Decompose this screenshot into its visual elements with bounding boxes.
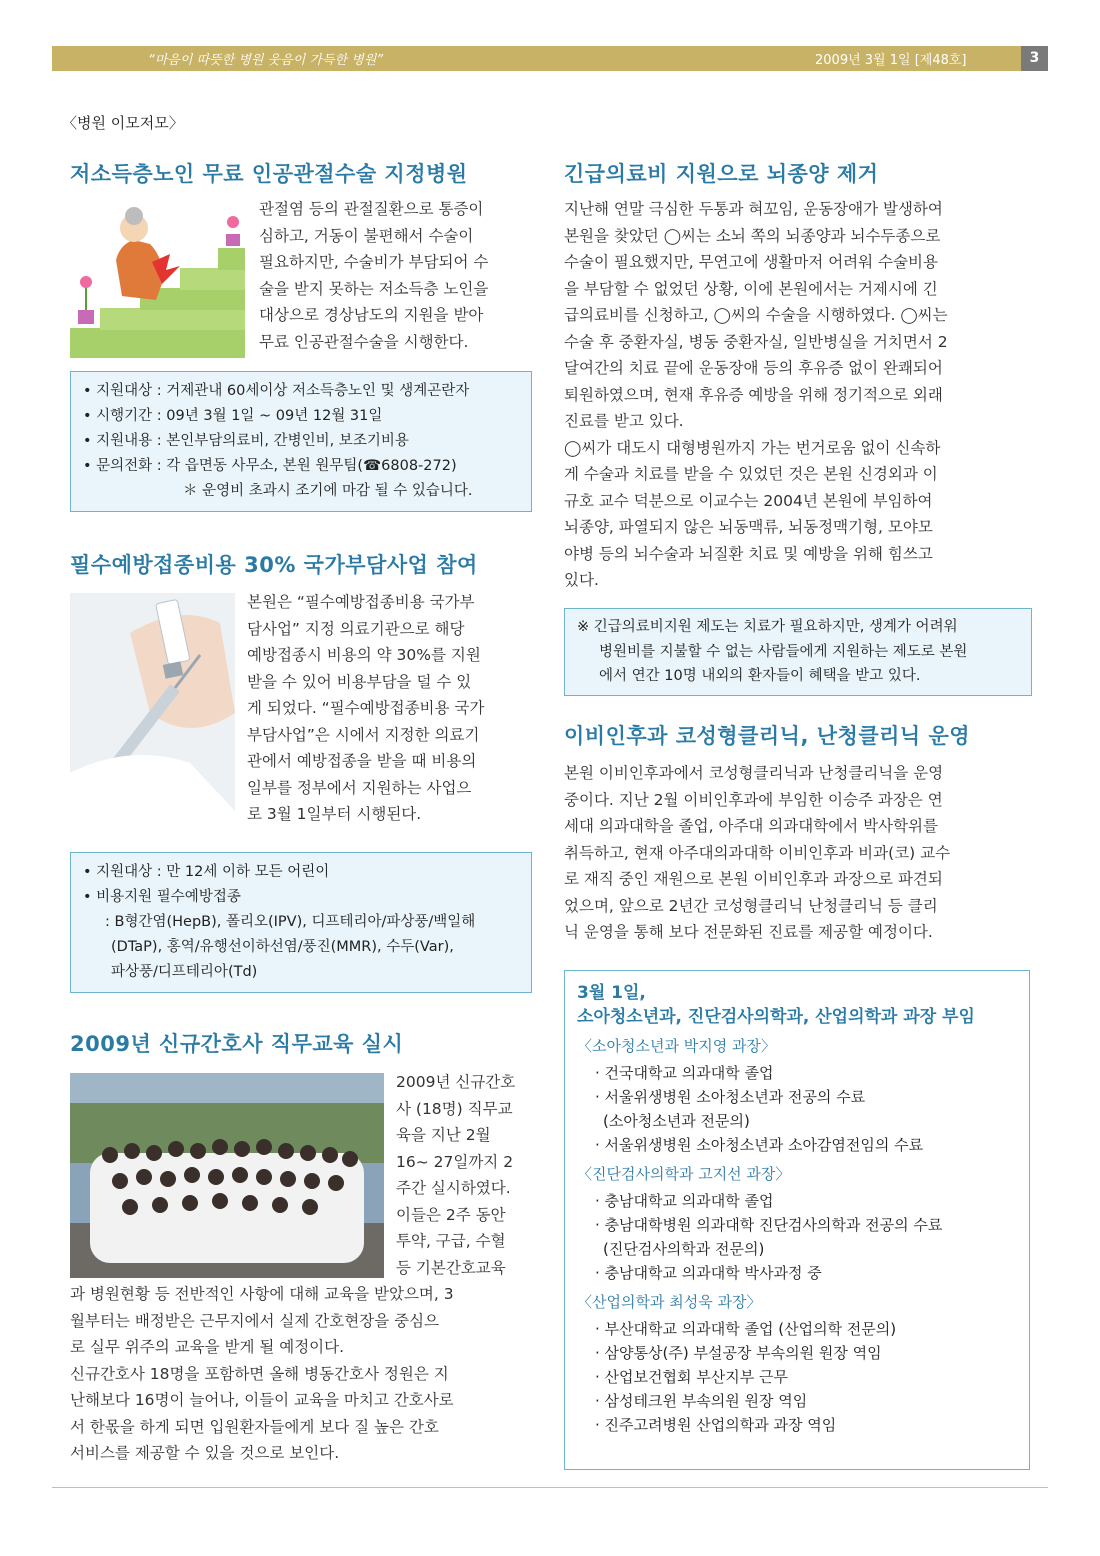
info-line: • 지원대상 : 거제관내 60세이상 저소득층노인 및 생계곤란자 — [83, 383, 470, 399]
article2-line: 본원은 “필수예방접종비용 국가부 — [247, 593, 475, 611]
article4-line: ◯씨가 대도시 대형병원까지 가는 번거로움 없이 신속하 — [564, 438, 941, 457]
article-title-emergency-fund: 긴급의료비 지원으로 뇌종양 제거 — [564, 162, 879, 186]
list-item: · 건국대학교 의과대학 졸업 — [595, 1064, 774, 1082]
article-title-nurse-training: 2009년 신규간호사 직무교육 실시 — [70, 1032, 404, 1056]
article3-side-body — [396, 1069, 536, 1281]
article4-line: 급의료비를 신청하고, ◯씨의 수술을 시행하였다. ◯씨는 — [564, 306, 948, 324]
header-slogan: “마음이 따뜻한 병원 웃음이 가득한 병원” — [148, 53, 384, 68]
article4-line: 달여간의 치료 끝에 운동장애 등의 후유증 없이 완쾌되어 — [564, 359, 943, 377]
article4-line: 을 부담할 수 없었던 상황, 이에 본원에서는 거제시에 긴 — [564, 279, 938, 298]
article4-line: 뇌종양, 파열되지 않은 뇌동맥류, 뇌동정맥기형, 모야모 — [564, 518, 933, 536]
list-item: · 삼양통상(주) 부설공장 부속의원 원장 역임 — [595, 1344, 882, 1362]
article4-line: 야병 등의 뇌수술과 뇌질환 치료 및 예방을 위해 힘쓰고 — [564, 544, 933, 563]
article5-body — [564, 760, 1030, 946]
info-line: • 지원대상 : 만 12세 이하 모든 어린이 — [83, 864, 330, 880]
article3-line: 서비스를 제공할 수 있을 것으로 보인다. — [70, 1444, 340, 1462]
article2-line: 게 되었다. “필수예방접종비용 국가 — [247, 699, 485, 717]
article3-side-line: 주간 실시하였다. — [396, 1179, 511, 1197]
info-line: • 지원내용 : 본인부담의료비, 간병인비, 보조기비용 — [83, 433, 409, 449]
article2-line: 관에서 예방접종을 받을 때 비용의 — [247, 752, 477, 770]
info-note: ＊ 운영비 초과시 조기에 마감 될 수 있습니다. — [183, 483, 473, 499]
article3-side-line: 육을 지난 2월 — [396, 1126, 491, 1144]
list-item: · 충남대학교 의과대학 박사과정 중 — [595, 1264, 822, 1282]
group-list-pediatrics — [577, 1061, 1017, 1157]
article3-side-line: 2009년 신규간호 — [396, 1073, 516, 1091]
article5-line: 로 재직 중인 재원으로 본원 이비인후과 과장으로 파견되 — [564, 870, 943, 888]
article2-line: 받을 수 있어 비용부담을 덜 수 있 — [247, 672, 472, 691]
info-line: • 시행기간 : 09년 3월 1일 ~ 09년 12월 31일 — [83, 408, 383, 424]
info-line: : B형간염(HepB), 폴리오(IPV), 디프테리아/파상풍/백일해 — [105, 914, 476, 930]
article4-note-box — [564, 608, 1032, 696]
article2-line: 일부를 정부에서 지원하는 사업으 — [247, 778, 472, 797]
article-title-ent-clinic: 이비인후과 코성형클리닉, 난청클리닉 운영 — [564, 724, 971, 748]
article4-line: 있다. — [564, 571, 599, 589]
page-number: 3 — [1021, 46, 1048, 71]
article1-infobox — [70, 371, 532, 512]
article3-body — [70, 1281, 536, 1467]
article2-body — [247, 589, 535, 828]
list-item: · 부산대학교 의과대학 졸업 (산업의학 전문의) — [595, 1320, 897, 1338]
article4-line: 본원을 찾았던 ◯씨는 소뇌 쪽의 뇌종양과 뇌수두종으로 — [564, 226, 941, 245]
article-title-vaccination: 필수예방접종비용 30% 국가부담사업 참여 — [70, 553, 478, 577]
list-item: · 진주고려병원 산업의학과 과장 역임 — [595, 1416, 837, 1434]
article5-line: 었으며, 앞으로 2년간 코성형클리닉 난청클리닉 등 클리 — [564, 896, 938, 915]
photo-vaccine-syringe — [70, 593, 235, 811]
article2-infobox — [70, 852, 532, 993]
info-line: • 비용지원 필수예방접종 — [83, 889, 241, 905]
group-head-lab-medicine: 〈진단검사의학과 고지선 과장〉 — [577, 1165, 791, 1183]
article1-line: 필요하지만, 수술비가 부담되어 수 — [259, 253, 489, 271]
group-list-occupational-medicine — [577, 1317, 1017, 1437]
article3-side-line: 사 (18명) 직무교 — [396, 1099, 513, 1118]
article2-line: 담사업” 지정 의료기관으로 해당 — [247, 619, 465, 638]
article4-line: 수술 후 중환자실, 병동 중환자실, 일반병실을 거치면서 2 — [564, 332, 948, 351]
section-label: 〈병원 이모저모〉 — [62, 114, 184, 132]
group-head-occupational-medicine: 〈산업의학과 최성욱 과장〉 — [577, 1293, 762, 1311]
article1-line: 대상으로 경상남도의 지원을 받아 — [259, 306, 484, 324]
article3-line: 난해보다 16명이 늘어나, 이들이 교육을 마치고 간호사로 — [70, 1391, 454, 1409]
article4-line: 진료를 받고 있다. — [564, 412, 684, 430]
article5-line: 중이다. 지난 2월 이비인후과에 부임한 이승주 과장은 연 — [564, 790, 943, 809]
list-item: · 충남대학교 의과대학 졸업 — [595, 1192, 774, 1210]
article3-side-line: 투약, 구급, 수혈 — [396, 1232, 506, 1250]
article-title-joint-surgery: 저소득층노인 무료 인공관절수술 지정병원 — [70, 162, 468, 186]
article3-line: 신규간호사 18명을 포함하면 올해 병동간호사 정원은 지 — [70, 1364, 449, 1383]
article1-line: 심하고, 거동이 불편해서 수술이 — [259, 226, 474, 245]
article2-line: 로 3월 1일부터 시행된다. — [247, 805, 422, 823]
article3-side-line: 이들은 2주 동안 — [396, 1205, 506, 1224]
article3-line: 월부터는 배정받은 근무지에서 실제 간호현장을 중심으 — [70, 1311, 440, 1330]
article3-line: 로 실무 위주의 교육을 받게 될 예정이다. — [70, 1338, 345, 1356]
note-line: ※ 긴급의료비지원 제도는 치료가 필요하지만, 생계가 어려워 — [577, 619, 958, 635]
info-line: • 문의전화 : 각 읍면동 사무소, 본원 원무팀(☎6808-272) — [83, 458, 457, 474]
issue-date: 2009년 3월 1일 [제48호] — [815, 53, 967, 68]
appointments-title-date: 3월 1일, — [577, 983, 646, 1003]
article5-line: 세대 의과대학을 졸업, 아주대 의과대학에서 박사학위를 — [564, 817, 938, 835]
article2-line: 부담사업”은 시에서 지정한 의료기 — [247, 725, 480, 744]
photo-new-nurses-group — [70, 1073, 384, 1278]
article1-line: 무료 인공관절수술을 시행한다. — [259, 332, 469, 351]
article3-side-line: 등 기본간호교육 — [396, 1258, 506, 1277]
article3-line: 과 병원현황 등 전반적인 사항에 대해 교육을 받았으며, 3 — [70, 1285, 454, 1303]
list-item: (진단검사의학과 전문의) — [603, 1240, 765, 1258]
article3-line: 서 한몫을 하게 되면 입원환자들에게 보다 질 높은 간호 — [70, 1417, 439, 1436]
article4-line: 게 수술과 치료를 받을 수 있었던 것은 본원 신경외과 이 — [564, 465, 938, 483]
group-head-pediatrics: 〈소아청소년과 박지영 과장〉 — [577, 1037, 776, 1055]
article4-line: 수술이 필요했지만, 무연고에 생활마저 어려워 수술비용 — [564, 253, 938, 271]
article1-line: 관절염 등의 관절질환으로 통증이 — [259, 200, 484, 218]
list-item: · 삼성테크윈 부속의원 원장 역임 — [595, 1392, 808, 1410]
article3-side-line: 16~ 27일까지 2 — [396, 1152, 514, 1171]
note-line: 에서 연간 10명 내외의 환자들이 혜택을 받고 있다. — [599, 668, 921, 684]
list-item: · 서울위생병원 소아청소년과 전공의 수료 — [595, 1088, 866, 1106]
footer-divider — [52, 1487, 1048, 1488]
list-item: · 산업보건협회 부산지부 근무 — [595, 1368, 788, 1386]
note-line: 병원비를 지불할 수 없는 사람들에게 지원하는 제도로 본원 — [599, 643, 968, 660]
group-list-lab-medicine — [577, 1189, 1017, 1285]
list-item: (소아청소년과 전문의) — [603, 1112, 750, 1130]
info-line: (DTaP), 홍역/유행선이하선염/풍진(MMR), 수두(Var), — [111, 939, 454, 955]
article5-line: 취득하고, 현재 아주대의과대학 이비인후과 비과(코) 교수 — [564, 843, 951, 862]
article2-line: 예방접종시 비용의 약 30%를 지원 — [247, 646, 481, 664]
appointments-box — [564, 970, 1030, 1470]
article4-line: 퇴원하였으며, 현재 후유증 예방을 위해 정기적으로 외래 — [564, 385, 943, 404]
article5-line: 본원 이비인후과에서 코성형클리닉과 난청클리닉을 운영 — [564, 764, 944, 782]
article5-line: 닉 운영을 통해 보다 전문화된 진료를 제공할 예정이다. — [564, 923, 933, 941]
list-item: · 서울위생병원 소아청소년과 소아감염전임의 수료 — [595, 1136, 924, 1154]
appointments-title: 소아청소년과, 진단검사의학과, 산업의학과 과장 부임 — [577, 1007, 975, 1027]
article1-body — [259, 196, 535, 355]
illustration-elderly-knee-pain — [70, 200, 245, 358]
list-item: · 충남대학병원 의과대학 진단검사의학과 전공의 수료 — [595, 1216, 943, 1234]
article4-body — [564, 196, 1030, 594]
info-line: 파상풍/디프테리아(Td) — [111, 964, 258, 980]
article4-line: 지난해 연말 극심한 두통과 혀꼬임, 운동장애가 발생하여 — [564, 200, 943, 218]
article1-line: 술을 받지 못하는 저소득층 노인을 — [259, 279, 489, 298]
article4-line: 규호 교수 덕분으로 이교수는 2004년 본원에 부임하여 — [564, 491, 933, 510]
